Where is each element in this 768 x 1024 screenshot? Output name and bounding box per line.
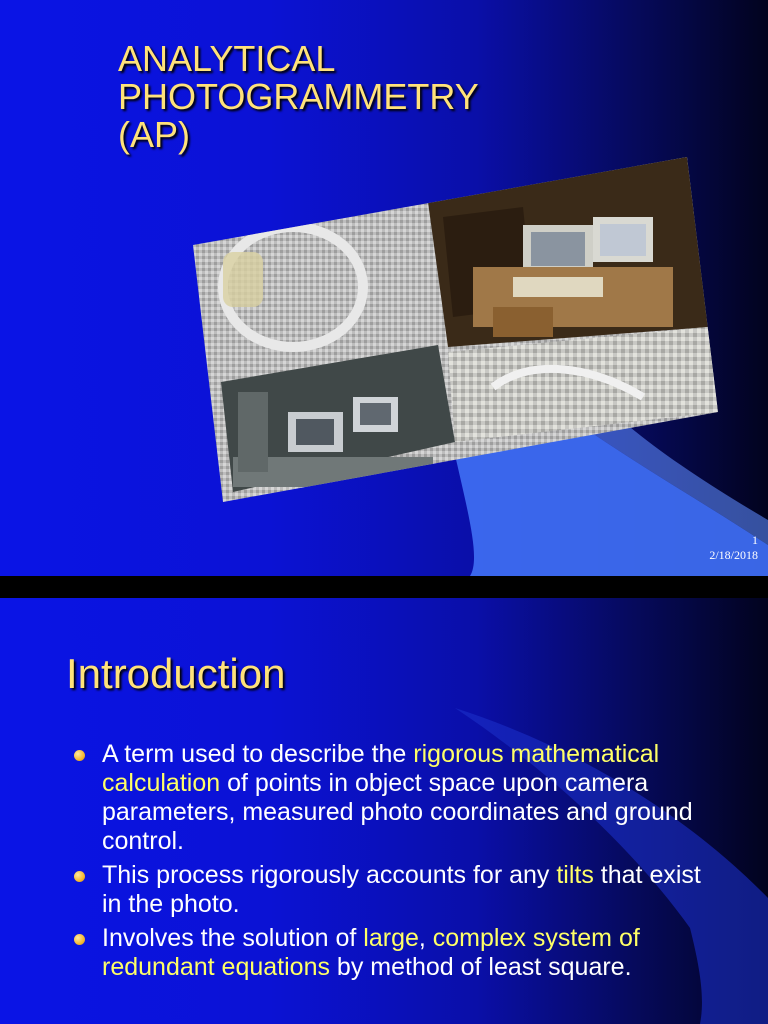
page-number: 1 xyxy=(752,533,758,547)
bullet-text-part: by method of least square. xyxy=(329,953,632,981)
bullet-dot-icon xyxy=(74,750,85,761)
title-line-2: PHOTOGRAMMETRY xyxy=(118,76,479,117)
slide-1-footer xyxy=(709,533,758,563)
slide-date: 2/18/2018 xyxy=(709,548,758,562)
bullet-text-part: of points in object space upon camera parameters, measured photo coordinates and ground control. xyxy=(102,769,693,855)
bullet-highlight: complex system of redundant equations xyxy=(102,924,640,981)
bullet-dot-icon xyxy=(74,871,85,882)
bullet-text-part: , xyxy=(418,924,433,952)
bullet-text-part: that exist in the photo. xyxy=(102,861,701,918)
title-line-3: (AP) xyxy=(118,114,190,155)
photo-collage xyxy=(193,157,718,502)
bullet-item xyxy=(70,740,710,856)
bullet-text-part: Involves the solution of xyxy=(102,924,364,952)
slide-2-title: Introduction xyxy=(66,650,286,697)
bullet-highlight: rigorous mathematical calculation xyxy=(102,740,660,797)
slide-2 xyxy=(0,598,768,1024)
slide-1-title xyxy=(118,40,479,154)
bullet-item xyxy=(70,924,710,982)
bullet-dot-icon xyxy=(74,934,85,945)
title-line-1: ANALYTICAL xyxy=(118,38,336,79)
bullet-highlight: tilts xyxy=(556,861,594,889)
bullet-item xyxy=(70,861,710,919)
bullet-text-part: A term used to describe the xyxy=(102,740,414,768)
bullet-text-part: This process rigorously accounts for any xyxy=(102,861,557,889)
bullet-list xyxy=(70,740,710,987)
bullet-highlight: large xyxy=(363,924,419,952)
